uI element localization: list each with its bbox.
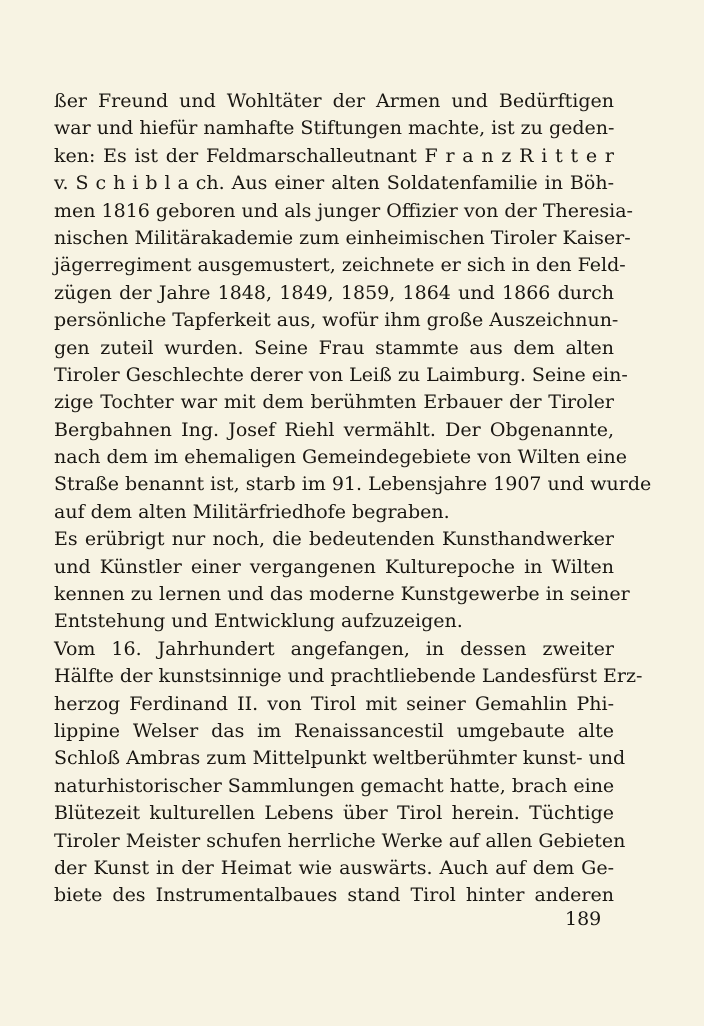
text-line: gen zuteil wurden. Seine Frau stammte aus dem alten [54,336,614,359]
text-line: Vom 16. Jahrhundert angefangen, in dessen zweiter [54,637,614,660]
text-line: Es erübrigt nur noch, die bedeutenden Kunsthandwerker [54,528,614,551]
text-line: Hälfte der kunstsinnige und prachtliebende Landesfürst Erz- [54,665,643,688]
text-line: nach dem im ehemaligen Gemeindegebiete von Wilten eine [54,446,627,469]
text-line: Tiroler Meister schufen herrliche Werke auf allen Gebieten [54,829,626,852]
text-line: Tiroler Geschlechte derer von Leiß zu Laimburg. Seine ein- [54,363,628,386]
text-line: herzog Ferdinand II. von Tirol mit seiner Gemahlin Phi- [54,692,614,715]
text-line: nischen Militärakademie zum einheimischen Tiroler Kaiser- [54,226,631,249]
text-line: ßer Freund und Wohltäter der Armen und Bedürftigen [54,90,614,112]
text-line: biete des Instrumentalbaues stand Tirol hinter anderen [54,884,614,907]
text-line: naturhistorischer Sammlungen gemacht hatte, brach eine [54,774,615,797]
text-line: v. S c h i b l a ch. Aus einer alten Soldatenfamilie in Böh- [54,172,614,195]
text-line: men 1816 geboren und als junger Offizier von der Theresia- [54,199,633,222]
body-text [54,88,652,910]
text-line: lippine Welser das im Renaissancestil umgebaute alte [54,719,614,742]
text-line: Schloß Ambras zum Mittelpunkt weltberühmter kunst- und [54,747,626,770]
text-line: ken: Es ist der Feldmarschalleutnant F r a n z R i t t e r [54,144,614,167]
text-line: Bergbahnen Ing. Josef Riehl vermählt. Der Obgenannte, [54,418,614,441]
text-line: auf dem alten Militärfriedhofe begraben. [54,500,450,523]
text-line: Straße benannt ist, starb im 91. Lebensjahre 1907 und wurde [54,473,652,496]
text-line: kennen zu lernen und das moderne Kunstgewerbe in seiner [54,583,630,606]
text-line: zügen der Jahre 1848, 1849, 1859, 1864 und 1866 durch [54,281,614,304]
page-number: 189 [565,908,602,930]
text-line: Blütezeit kulturellen Lebens über Tirol herein. Tüchtige [54,802,614,825]
text-line: war und hiefür namhafte Stiftungen machte, ist zu geden- [54,117,615,140]
text-line: persönliche Tapferkeit aus, wofür ihm große Auszeichnun- [54,309,619,332]
text-line: Entstehung und Entwicklung aufzuzeigen. [54,610,463,633]
text-line: der Kunst in der Heimat wie auswärts. Auch auf dem Ge- [54,856,614,879]
text-line: zige Tochter war mit dem berühmten Erbauer der Tiroler [54,391,614,414]
text-line: und Künstler einer vergangenen Kulturepoche in Wilten [54,555,614,578]
text-line: jägerregiment ausgemustert, zeichnete er sich in den Feld- [54,254,626,277]
